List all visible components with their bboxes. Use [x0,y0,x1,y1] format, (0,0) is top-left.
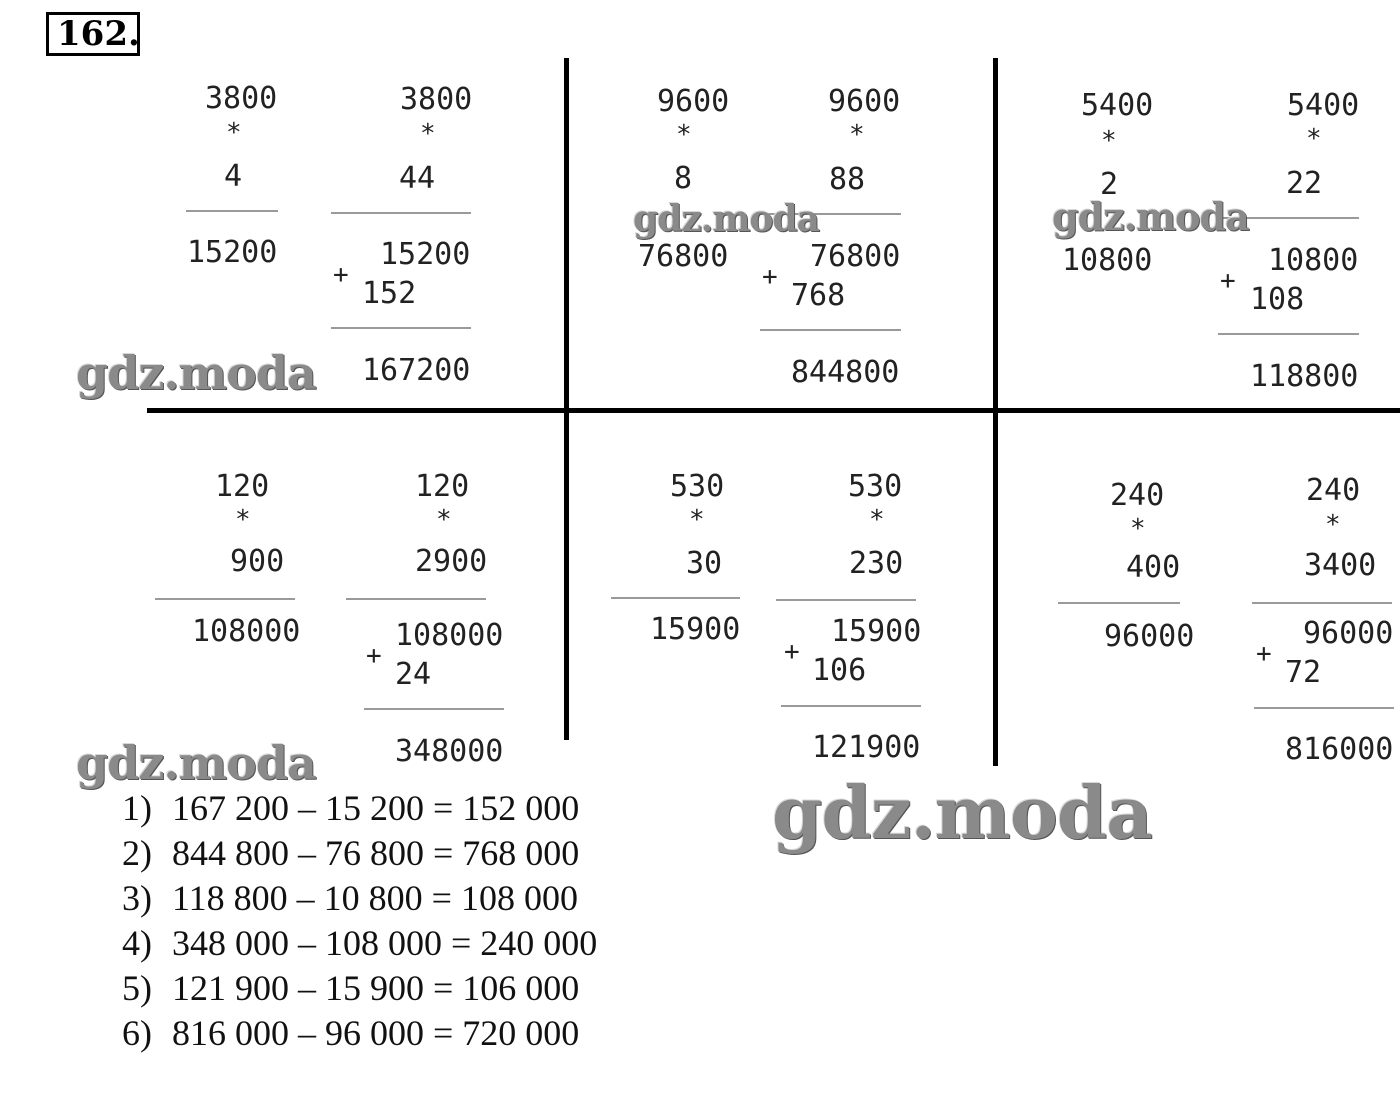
partial-product-2: 72 [1285,655,1322,690]
total-product: 167200 [362,353,471,388]
watermark: gdz.moda [633,198,819,240]
multiplier: 2900 [415,544,488,579]
multiply-sign: * [1325,510,1341,540]
multiplier: 44 [399,161,436,196]
result-line [186,210,278,212]
multiply-sign: * [676,120,692,150]
sum-line [1254,707,1394,709]
total-product: 348000 [395,734,504,769]
product: 96000 [1104,619,1195,654]
plus-sign: + [762,262,778,292]
multiplicand: 240 [1110,478,1165,513]
product: 108000 [192,614,301,649]
partial-product-1: 76800 [810,239,901,274]
equation-text: 121 900 – 15 900 = 106 000 [172,968,580,1008]
partial-product-2: 108 [1250,282,1305,317]
multiply-sign: * [1130,514,1146,544]
multiplicand: 120 [215,469,270,504]
multiplicand: 530 [670,469,725,504]
partial-product-1: 10800 [1268,243,1359,278]
product: 10800 [1062,243,1153,278]
partial-product-1: 96000 [1303,616,1394,651]
equation-line [122,921,597,966]
equation-line [122,786,597,831]
plus-sign: + [784,637,800,667]
multiply-sign: * [420,119,436,149]
multiplier: 2 [1100,167,1119,202]
multiplier: 22 [1286,166,1323,201]
sum-line [364,708,504,710]
partial-product-2: 768 [791,278,846,313]
grid-line-vertical-2 [993,58,998,766]
multiply-sign: * [689,505,705,535]
total-product: 118800 [1250,359,1359,394]
multiplicand: 5400 [1287,88,1360,123]
multiplier: 88 [829,162,866,197]
result-line [611,597,740,599]
plus-sign: + [1220,266,1236,296]
result-line [155,598,295,600]
multiplicand: 5400 [1081,88,1154,123]
plus-sign: + [1256,639,1272,669]
equation-text: 167 200 – 15 200 = 152 000 [172,788,580,828]
multiplier: 30 [686,546,723,581]
equation-number: 4) [122,923,152,963]
result-line [1252,602,1392,604]
multiplier: 4 [224,159,243,194]
equation-text: 844 800 – 76 800 = 768 000 [172,833,580,873]
equation-number: 2) [122,833,152,873]
multiply-sign: * [1306,124,1322,154]
equation-text: 816 000 – 96 000 = 720 000 [172,1013,580,1053]
multiplier: 400 [1126,550,1181,585]
multiplier: 8 [674,161,693,196]
equation-line [122,1011,597,1056]
equation-line [122,876,597,921]
multiplicand: 530 [848,469,903,504]
multiplicand: 120 [415,469,470,504]
equation-text: 118 800 – 10 800 = 108 000 [172,878,578,918]
multiplicand: 3800 [205,81,278,116]
partial-product-1: 108000 [395,618,504,653]
watermark: gdz.moda [1052,194,1249,239]
equation-number: 1) [122,788,152,828]
multiply-sign: * [235,505,251,535]
result-line [776,599,916,601]
result-line [346,598,486,600]
watermark: gdz.moda [772,770,1152,855]
multiplicand: 9600 [828,84,901,119]
multiply-sign: * [1101,126,1117,156]
equation-text: 348 000 – 108 000 = 240 000 [172,923,598,963]
product: 15200 [187,235,278,270]
multiplicand: 240 [1306,473,1361,508]
equation-line [122,831,597,876]
multiplicand: 9600 [657,84,730,119]
grid-line-vertical-1 [564,58,569,740]
total-product: 844800 [791,355,900,390]
partial-product-1: 15200 [380,237,471,272]
multiply-sign: * [849,120,865,150]
plus-sign: + [366,641,382,671]
problem-number: 162. [46,12,140,56]
partial-product-2: 106 [812,653,867,688]
watermark: gdz.moda [76,736,316,790]
product: 76800 [638,239,729,274]
partial-product-2: 152 [362,276,417,311]
watermark: gdz.moda [76,346,316,400]
sum-line [781,705,921,707]
result-line [331,212,471,214]
product: 15900 [650,612,741,647]
multiplicand: 3800 [400,82,473,117]
total-product: 121900 [812,730,921,765]
partial-product-2: 24 [395,657,432,692]
plus-sign: + [333,260,349,290]
multiplier: 230 [849,546,904,581]
equations-list [122,786,597,1056]
partial-product-1: 15900 [831,614,922,649]
multiply-sign: * [436,505,452,535]
multiplier: 900 [230,544,285,579]
equation-line [122,966,597,1011]
equation-number: 3) [122,878,152,918]
grid-line-horizontal [147,408,1400,413]
equation-number: 6) [122,1013,152,1053]
multiplier: 3400 [1304,548,1377,583]
sum-line [1218,333,1359,335]
equation-number: 5) [122,968,152,1008]
sum-line [760,329,901,331]
total-product: 816000 [1285,732,1394,767]
multiply-sign: * [226,118,242,148]
result-line [1058,602,1180,604]
multiply-sign: * [869,505,885,535]
sum-line [331,327,471,329]
